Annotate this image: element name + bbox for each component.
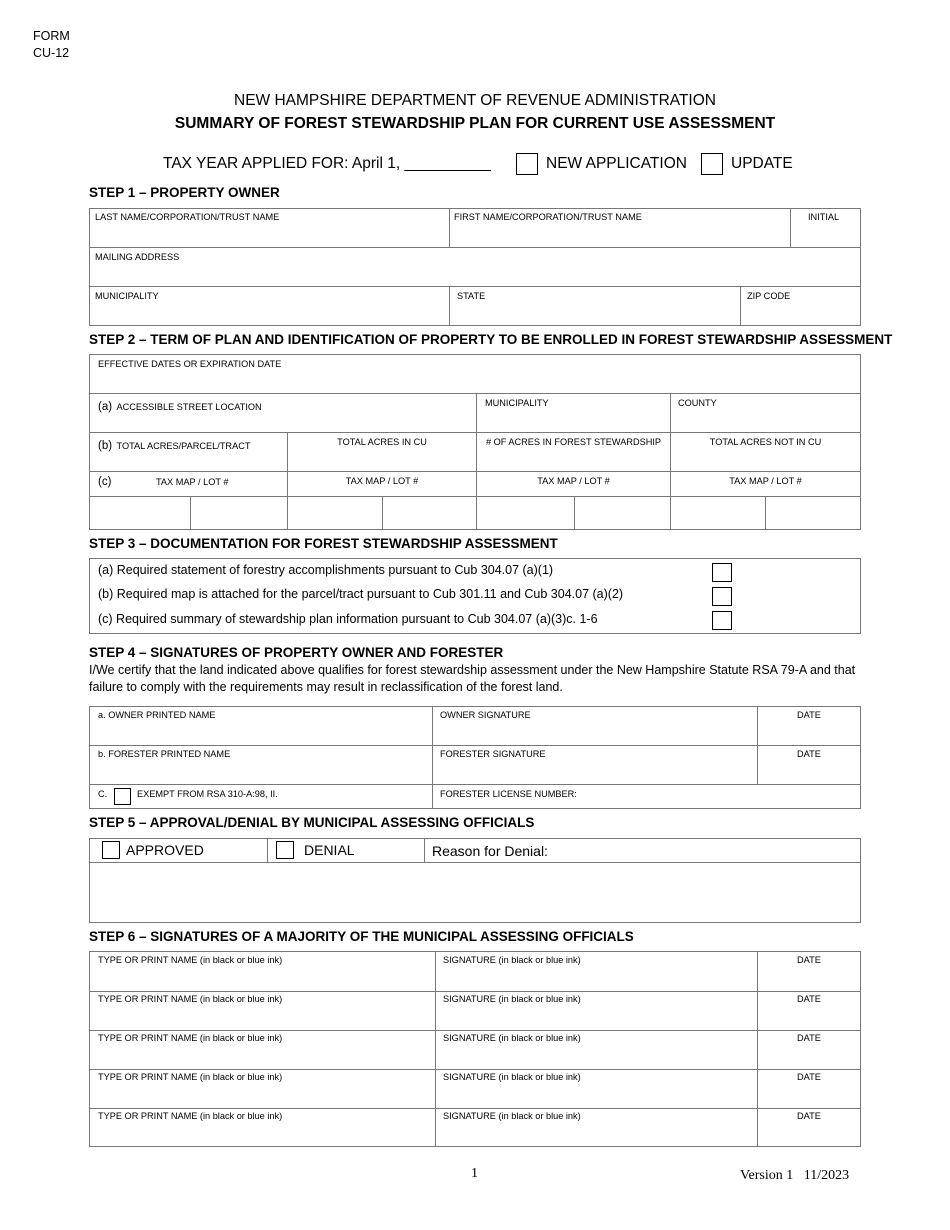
step3-item-a: (a) Required statement of forestry accomplishments pursuant to Cub 304.07 (a)(1)	[98, 563, 554, 577]
official-signature-field[interactable]: SIGNATURE (in black or blue ink)	[443, 1033, 581, 1043]
approved-checkbox[interactable]	[102, 841, 120, 859]
step3-heading: STEP 3 – DOCUMENTATION FOR FOREST STEWARDSHIP ASSESSMENT	[89, 536, 558, 551]
step4-heading: STEP 4 – SIGNATURES OF PROPERTY OWNER AND FORESTER	[89, 645, 504, 660]
update-label: UPDATE	[731, 155, 793, 172]
row-divider	[90, 496, 860, 497]
official-date-field[interactable]: DATE	[797, 1072, 821, 1082]
county-field[interactable]: COUNTY	[678, 398, 717, 408]
item-c-checkbox[interactable]	[712, 611, 732, 630]
col-divider	[476, 393, 477, 529]
reason-for-denial-label: Reason for Denial:	[432, 843, 548, 859]
row-divider	[90, 1030, 860, 1031]
row-divider	[90, 247, 860, 248]
new-application-checkbox[interactable]	[516, 153, 538, 175]
col-divider	[740, 286, 741, 325]
exempt-checkbox[interactable]	[114, 788, 131, 805]
approved-label: APPROVED	[126, 842, 204, 858]
official-date-field[interactable]: DATE	[797, 994, 821, 1004]
step6-heading: STEP 6 – SIGNATURES OF A MAJORITY OF THE MUNICIPAL ASSESSING OFFICIALS	[89, 929, 634, 944]
item-c-prefix: (c)	[98, 476, 112, 488]
form-label: FORM	[33, 29, 70, 43]
total-acres-field[interactable]	[98, 436, 250, 454]
first-name-field[interactable]: FIRST NAME/CORPORATION/TRUST NAME	[454, 212, 642, 222]
forester-license-field[interactable]: FORESTER LICENSE NUMBER:	[440, 789, 577, 799]
total-acres-label: TOTAL ACRES/PARCEL/TRACT	[116, 441, 251, 451]
row-divider	[90, 393, 860, 394]
certification-text: I/We certify that the land indicated above qualifies for forest stewardship assessment under the New Hampshire Statute RSA 79-A and that failure to comply with the requirements may result in reclassification of the forest land.	[89, 663, 856, 694]
step5-table	[89, 838, 861, 923]
page-number: 1	[471, 1166, 478, 1181]
row-divider	[90, 432, 860, 433]
item-b-checkbox[interactable]	[712, 587, 732, 606]
department-name: NEW HAMPSHIRE DEPARTMENT OF REVENUE ADMINISTRATION	[234, 92, 716, 109]
tax-map-label: TAX MAP / LOT #	[537, 476, 610, 486]
official-signature-field[interactable]: SIGNATURE (in black or blue ink)	[443, 955, 581, 965]
col-divider	[574, 496, 575, 529]
row-divider	[90, 286, 860, 287]
item-c-prefix: C.	[98, 789, 108, 799]
row-divider	[90, 991, 860, 992]
step1-table	[89, 208, 861, 326]
owner-name-field[interactable]: a. OWNER PRINTED NAME	[98, 710, 216, 720]
street-location-field[interactable]	[98, 397, 262, 415]
acres-in-cu-field[interactable]: TOTAL ACRES IN CU	[337, 437, 427, 447]
tax-map-label: TAX MAP / LOT #	[345, 476, 419, 486]
col-divider	[382, 496, 383, 529]
acres-forest-stewardship-field[interactable]: # OF ACRES IN FOREST STEWARDSHIP	[485, 437, 662, 447]
last-name-field[interactable]: LAST NAME/CORPORATION/TRUST NAME	[95, 212, 280, 222]
owner-signature-field[interactable]: OWNER SIGNATURE	[440, 710, 531, 720]
official-date-field[interactable]: DATE	[797, 1111, 821, 1121]
col-divider	[670, 393, 671, 529]
col-divider	[757, 952, 758, 1146]
row-divider	[90, 1108, 860, 1109]
col-divider	[432, 707, 433, 808]
municipality-field[interactable]: MUNICIPALITY	[485, 398, 549, 408]
official-signature-field[interactable]: SIGNATURE (in black or blue ink)	[443, 1072, 581, 1082]
step3-checklist	[89, 558, 861, 634]
step2-table	[89, 354, 861, 530]
step6-table	[89, 951, 861, 1147]
step4-table	[89, 706, 861, 809]
owner-date-field[interactable]: DATE	[797, 710, 821, 720]
official-name-field[interactable]: TYPE OR PRINT NAME (in black or blue ink)	[98, 994, 283, 1004]
tax-map-label: TAX MAP / LOT #	[156, 477, 229, 487]
form-title: SUMMARY OF FOREST STEWARDSHIP PLAN FOR CURRENT USE ASSESSMENT	[174, 115, 776, 132]
initial-field[interactable]: INITIAL	[808, 212, 840, 222]
municipality-field[interactable]: MUNICIPALITY	[95, 291, 159, 301]
col-divider	[790, 209, 791, 247]
street-location-label: ACCESSIBLE STREET LOCATION	[116, 402, 262, 412]
official-name-field[interactable]: TYPE OR PRINT NAME (in black or blue ink)	[98, 1072, 283, 1082]
official-date-field[interactable]: DATE	[797, 955, 821, 965]
col-divider	[267, 839, 268, 862]
col-divider	[449, 286, 450, 325]
step3-item-c: (c) Required summary of stewardship plan information pursuant to Cub 304.07 (a)(3)c. 1-6	[98, 612, 598, 626]
official-name-field[interactable]: TYPE OR PRINT NAME (in black or blue ink)	[98, 1033, 283, 1043]
update-checkbox[interactable]	[701, 153, 723, 175]
col-divider	[424, 839, 425, 862]
forester-date-field[interactable]: DATE	[797, 749, 821, 759]
forester-signature-field[interactable]: FORESTER SIGNATURE	[440, 749, 546, 759]
version-label: Version 1 11/2023	[740, 1168, 850, 1183]
step1-heading: STEP 1 – PROPERTY OWNER	[89, 185, 280, 200]
forester-name-field[interactable]: b. FORESTER PRINTED NAME	[98, 749, 231, 759]
mailing-address-field[interactable]: MAILING ADDRESS	[95, 252, 180, 262]
state-field[interactable]: STATE	[457, 291, 486, 301]
row-divider	[90, 1069, 860, 1070]
official-signature-field[interactable]: SIGNATURE (in black or blue ink)	[443, 994, 581, 1004]
zip-code-field[interactable]: ZIP CODE	[747, 291, 791, 301]
official-signature-field[interactable]: SIGNATURE (in black or blue ink)	[443, 1111, 581, 1121]
effective-dates-field[interactable]: EFFECTIVE DATES OR EXPIRATION DATE	[98, 359, 282, 369]
tax-map-label: TAX MAP / LOT #	[729, 476, 802, 486]
form-number	[33, 28, 70, 62]
official-name-field[interactable]: TYPE OR PRINT NAME (in black or blue ink)	[98, 955, 283, 965]
acres-not-in-cu-field[interactable]: TOTAL ACRES NOT IN CU	[709, 437, 822, 447]
denial-label: DENIAL	[304, 842, 355, 858]
col-divider	[765, 496, 766, 529]
col-divider	[757, 707, 758, 784]
col-divider	[449, 209, 450, 247]
official-date-field[interactable]: DATE	[797, 1033, 821, 1043]
col-divider	[435, 952, 436, 1146]
official-name-field[interactable]: TYPE OR PRINT NAME (in black or blue ink)	[98, 1111, 283, 1121]
row-divider	[90, 471, 860, 472]
step2-heading: STEP 2 – TERM OF PLAN AND IDENTIFICATION OF PROPERTY TO BE ENROLLED IN FOREST STEWARDSHIP ASSESSMENT	[89, 332, 893, 347]
col-divider	[190, 496, 191, 529]
item-a-checkbox[interactable]	[712, 563, 732, 582]
exempt-label: EXEMPT FROM RSA 310-A:98, II.	[137, 789, 278, 799]
denial-checkbox[interactable]	[276, 841, 294, 859]
new-application-label: NEW APPLICATION	[546, 155, 687, 172]
row-divider	[90, 784, 860, 785]
step3-item-b: (b) Required map is attached for the parcel/tract pursuant to Cub 301.11 and Cub 304.07 (a)(2)	[98, 587, 624, 601]
reason-for-denial-field[interactable]	[90, 863, 860, 922]
form-code: CU-12	[33, 46, 70, 60]
step5-heading: STEP 5 – APPROVAL/DENIAL BY MUNICIPAL ASSESSING OFFICIALS	[89, 815, 535, 830]
item-a-prefix: (a)	[98, 401, 113, 413]
row-divider	[90, 745, 860, 746]
tax-year-label: TAX YEAR APPLIED FOR: April 1, __________	[163, 155, 491, 172]
item-b-prefix: (b)	[98, 440, 113, 452]
